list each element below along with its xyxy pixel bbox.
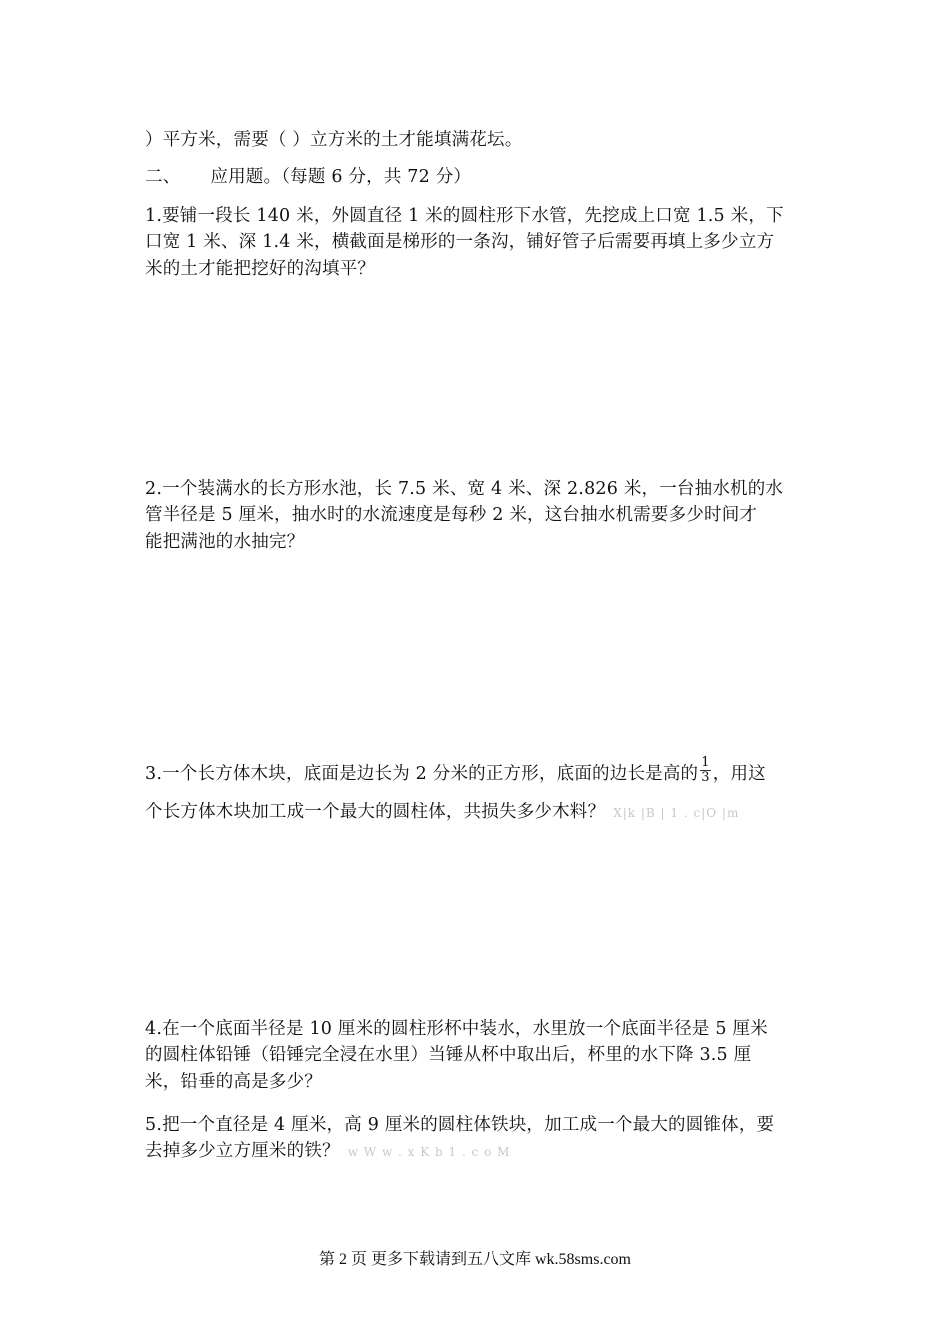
q3-line-2-text: 个长方体木块加工成一个最大的圆柱体，共损失多少木料？ xyxy=(145,802,606,822)
q5-line-2 xyxy=(145,1137,510,1162)
q3-text-before: 3.一个长方体木块，底面是边长为 2 分米的正方形，底面的边长是高的 xyxy=(145,764,699,784)
section-number: 二、 xyxy=(145,167,181,187)
watermark-text: w W w . x K b 1 . c o M xyxy=(347,1145,511,1159)
q3-line-1 xyxy=(145,755,766,789)
q2-line-3: 能把满池的水抽完？ xyxy=(145,532,305,552)
top-line: ）平方米，需要（ ）立方米的土才能填满花坛。 xyxy=(145,130,523,150)
q4-line-3: 米，铅垂的高是多少？ xyxy=(145,1072,322,1092)
q2-line-2: 管半径是 5 厘米，抽水时的水流速度是每秒 2 米，这台抽水机需要多少时间才 xyxy=(145,505,758,525)
section-heading xyxy=(145,163,471,188)
page-footer: 第 2 页 更多下载请到五八文库 wk.58sms.com xyxy=(318,1251,631,1268)
q1-line-1: 1.要铺一段长 140 米，外圆直径 1 米的圆柱形下水管，先挖成上口宽 1.5 米，下 xyxy=(145,206,784,226)
fraction-denominator: 3 xyxy=(701,770,710,785)
q5-line-2-text: 去掉多少立方厘米的铁？ xyxy=(145,1141,340,1161)
fraction-one-third xyxy=(700,756,710,785)
fraction-numerator: 1 xyxy=(701,755,710,770)
q2-line-1: 2.一个装满水的长方形水池，长 7.5 米、宽 4 米、深 2.826 米，一台抽水机的水 xyxy=(145,479,784,499)
q3-line-2 xyxy=(145,798,739,823)
watermark-text: X|k |B | 1 . c|O |m xyxy=(613,806,740,820)
q5-line-1: 5.把一个直径是 4 厘米，高 9 厘米的圆柱体铁块，加工成一个最大的圆锥体，要 xyxy=(145,1115,775,1135)
section-title: 应用题。（每题 6 分，共 72 分） xyxy=(210,167,472,187)
q4-line-1: 4.在一个底面半径是 10 厘米的圆柱形杯中装水，水里放一个底面半径是 5 厘米 xyxy=(145,1019,768,1039)
q1-line-2: 口宽 1 米、深 1.4 米，横截面是梯形的一条沟，铺好管子后需要再填上多少立方 xyxy=(145,232,775,252)
q3-text-after: ，用这 xyxy=(712,764,766,784)
q4-line-2: 的圆柱体铅锤（铅锤完全浸在水里）当锤从杯中取出后，杯里的水下降 3.5 厘 xyxy=(145,1045,752,1065)
q1-line-3: 米的土才能把挖好的沟填平？ xyxy=(145,259,376,279)
